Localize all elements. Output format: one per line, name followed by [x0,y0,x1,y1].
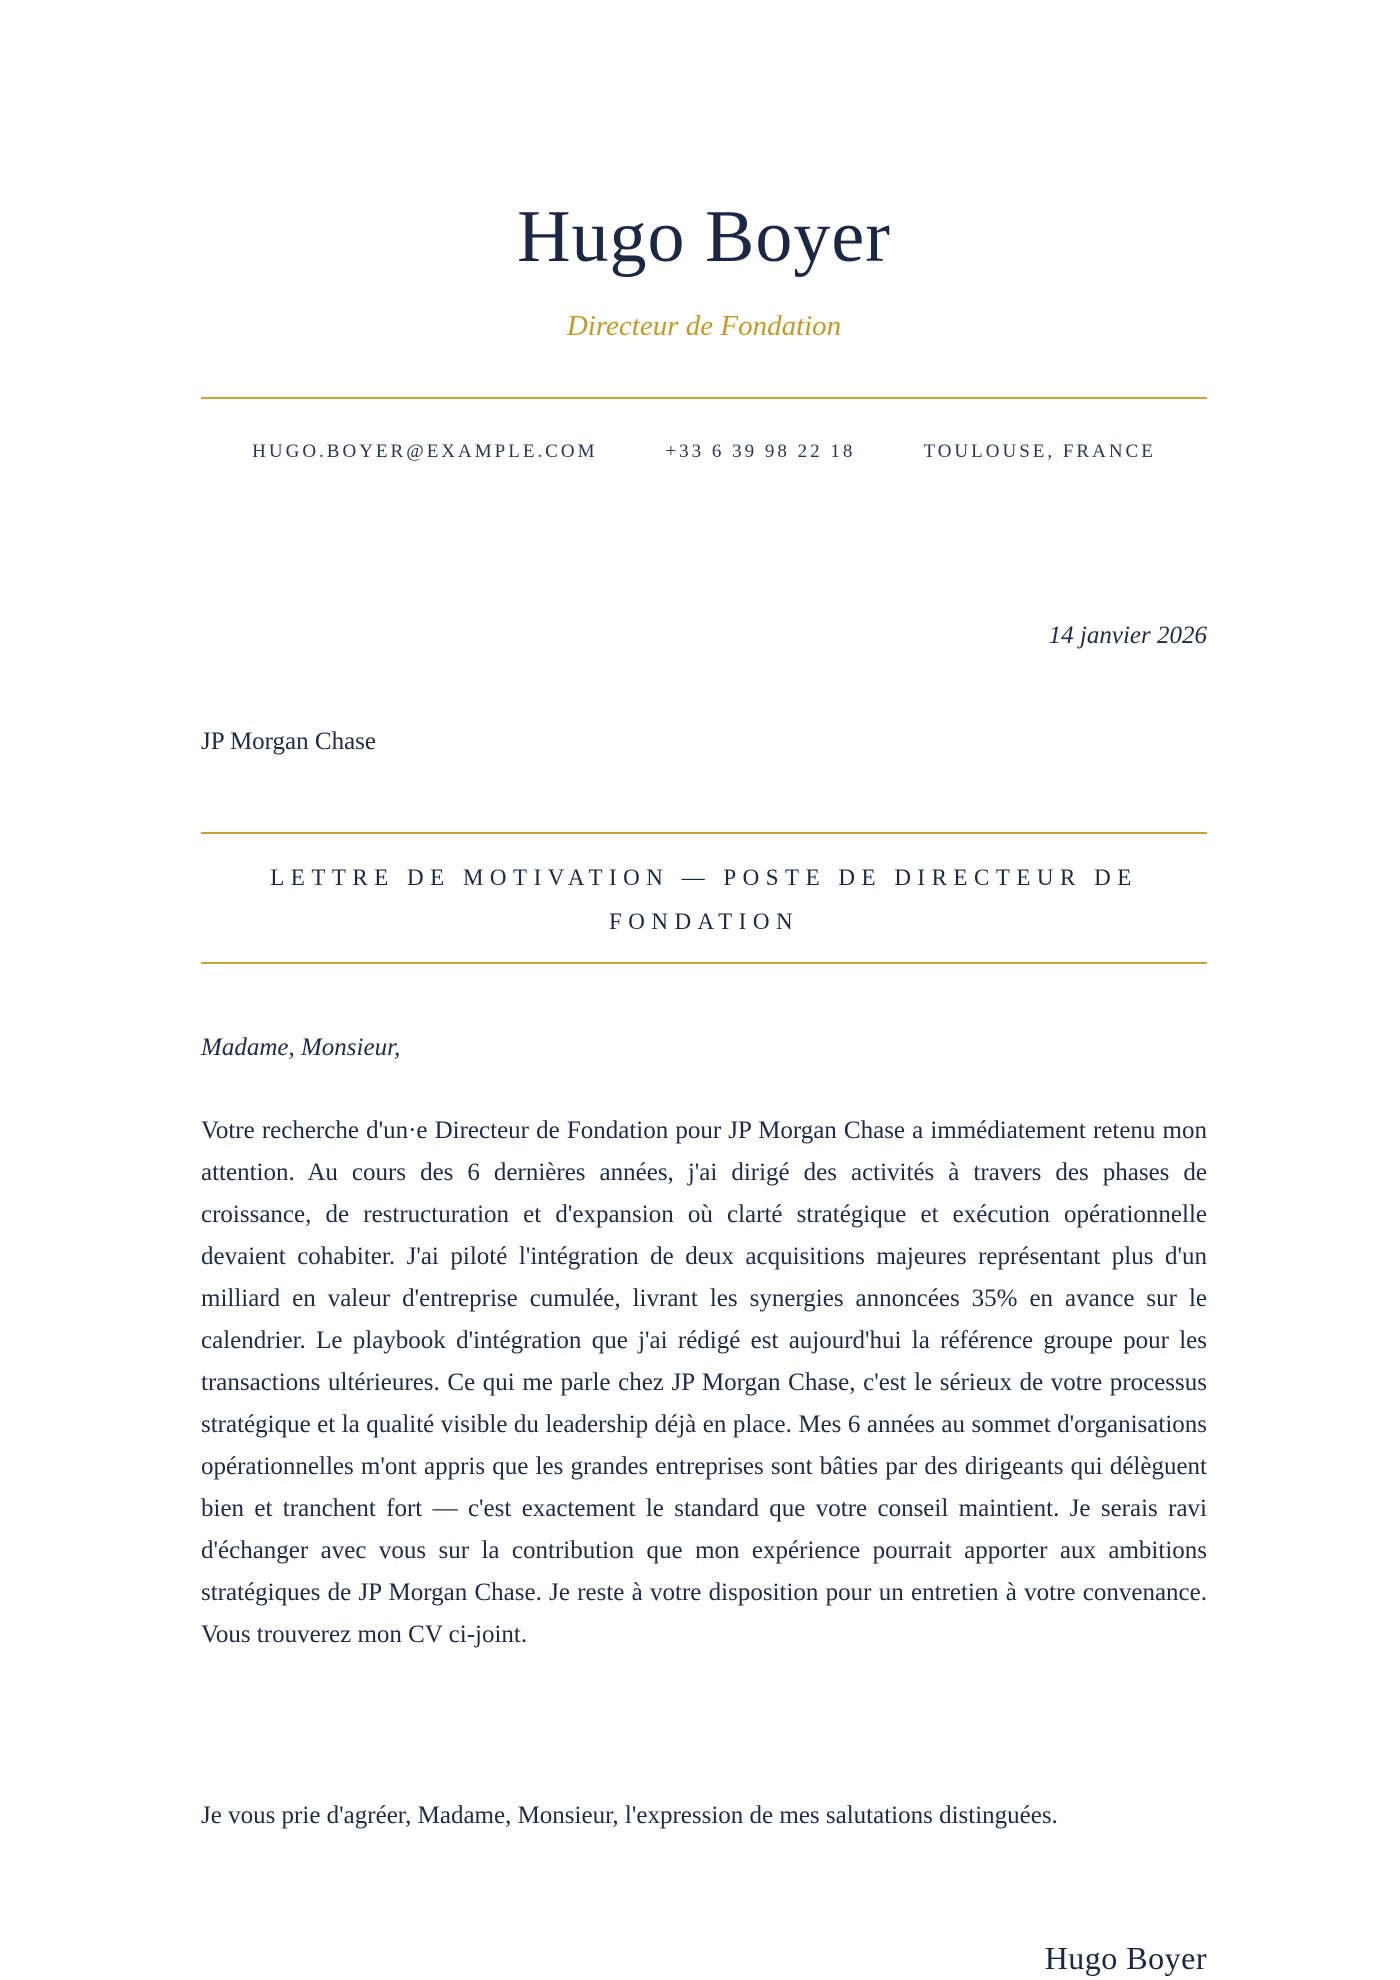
letter-date: 14 janvier 2026 [1048,622,1207,649]
subject-bottom-divider [201,962,1207,964]
signature: Hugo Boyer [1044,1940,1207,1976]
contact-phone: +33 6 39 98 22 18 [665,441,856,462]
contact-email: HUGO.BOYER@EXAMPLE.COM [252,441,598,462]
subject-top-divider [201,832,1207,834]
letter-closing: Je vous prie d'agréer, Madame, Monsieur, l'expression de mes salutations distinguées. [201,1802,1058,1829]
contact-location: TOULOUSE, FRANCE [923,441,1156,462]
letter-subject: LETTRE DE MOTIVATION — POSTE DE DIRECTEUR DE FONDATION [270,865,1138,934]
header-divider [201,397,1207,399]
letter-body: Votre recherche d'un·e Directeur de Fondation pour JP Morgan Chase a immédiatement retenu mon attention. Au cours des 6 dernières années, j'ai dirigé des activités à travers des phases de croissance, de restructuration et d'expansion où clarté stratégique et exécution opérationnelle devaient cohabiter. J'ai piloté l'intégration de deux acquisitions majeures représentant plus d'un milliard en valeur d'entreprise cumulée, livrant les synergies annoncées 35% en avance sur le calendrier. Le playbook d'intégration que j'ai rédigé est aujourd'hui la référence groupe pour les transactions ultérieures. Ce qui me parle chez JP Morgan Chase, c'est le sérieux de votre processus stratégique et la qualité visible du leadership déjà en place. Mes 6 années au sommet d'organisations opérationnelles m'ont appris que les grandes entreprises sont bâties par des dirigeants qui délèguent bien et tranchent fort — c'est exactement le standard que votre conseil maintient. Je serais ravi d'échanger avec vous sur la contribution que mon expérience pourrait apporter aux ambitions stratégiques de JP Morgan Chase. Je reste à votre disposition pour un entretien à votre convenance. Vous trouverez mon CV ci-joint. [201,1117,1207,1648]
contact-line [201,442,1207,461]
salutation: Madame, Monsieur, [201,1034,401,1061]
recipient-name: JP Morgan Chase [201,728,376,755]
sender-name: Hugo Boyer [517,196,891,278]
sender-role: Directeur de Fondation [566,310,842,342]
